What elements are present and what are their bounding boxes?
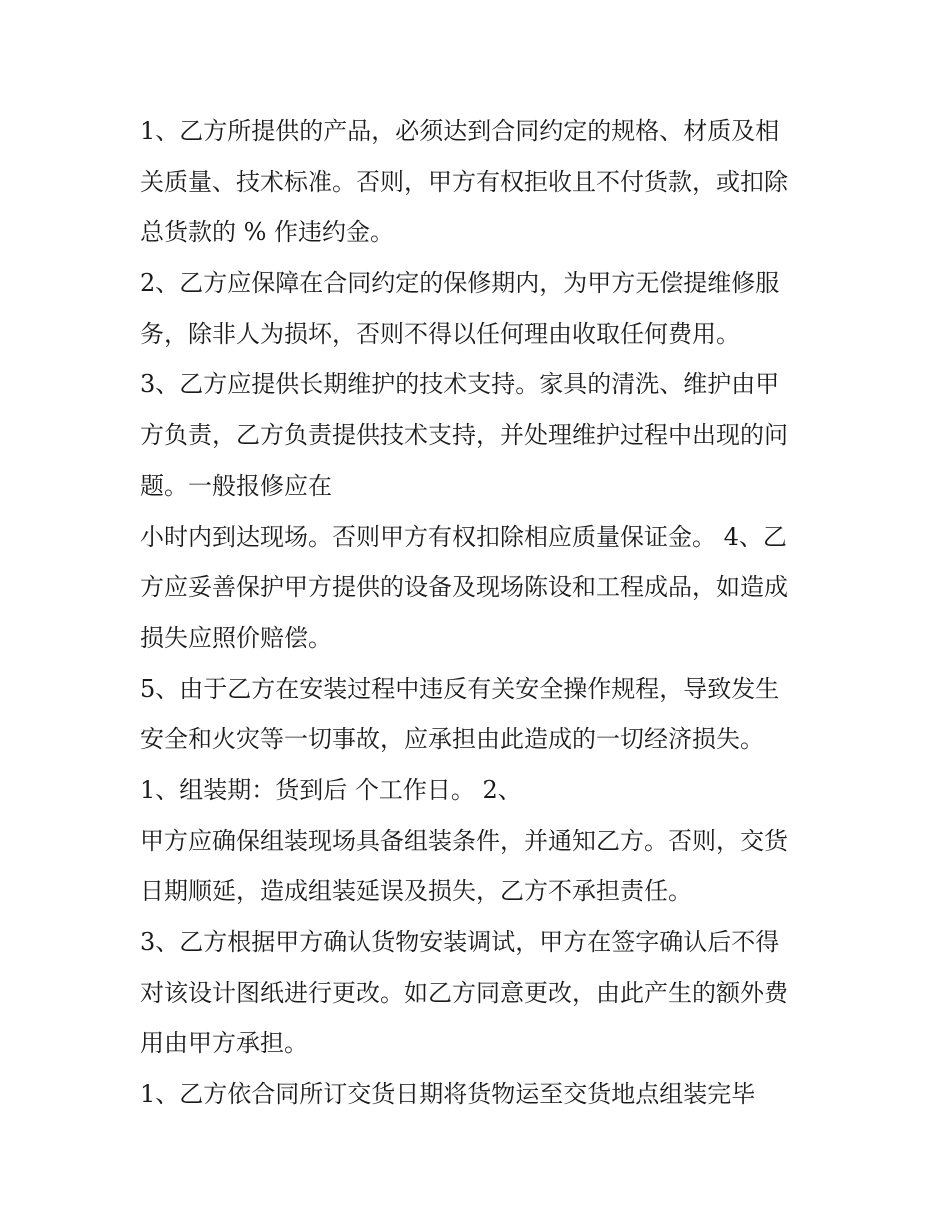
- text-line: 5、由于乙方在安装过程中违反有关安全操作规程，导致发生: [140, 674, 780, 703]
- text-line: 日期顺延，造成组装延误及损失，乙方不承担责任。: [140, 877, 692, 906]
- text-line: 1、乙方依合同所订交货日期将货物运至交货地点组装完毕: [140, 1080, 756, 1109]
- text-line: 3、乙方根据甲方确认货物安装调试，甲方在签字确认后不得: [140, 928, 780, 956]
- text-line: 总货款的 % 作违约金。: [140, 218, 395, 247]
- text-line: 安全和火灾等一切事故，应承担由此造成的一切经济损失。: [140, 725, 764, 754]
- text-line: 3、乙方应提供长期维护的技术支持。家具的清洗、维护由甲: [140, 370, 780, 399]
- text-line: 方应妥善保护甲方提供的设备及现场陈设和工程成品，如造成: [140, 573, 788, 602]
- text-line: 小时内到达现场。否则甲方有权扣除相应质量保证金。 4、乙: [140, 522, 787, 551]
- text-line: 关质量、技术标准。否则，甲方有权拒收且不付货款，或扣除: [140, 167, 788, 196]
- text-line: 1、乙方所提供的产品，必须达到合同约定的规格、材质及相: [140, 117, 780, 145]
- text-line: 损失应照价赔偿。: [140, 623, 332, 652]
- contract-text: [140, 106, 820, 1120]
- text-line: 甲方应确保组装现场具备组装条件，并通知乙方。否则，交货: [140, 826, 788, 855]
- text-line: 方负责，乙方负责提供技术支持，并处理维护过程中出现的问: [140, 421, 788, 450]
- text-line: 务，除非人为损坏，否则不得以任何理由收取任何费用。: [140, 319, 740, 348]
- text-line: 1、组装期：货到后 个工作日。 2、: [140, 775, 522, 804]
- text-line: 2、乙方应保障在合同约定的保修期内，为甲方无偿提维修服: [140, 269, 780, 298]
- text-line: 用由甲方承担。: [140, 1029, 308, 1058]
- text-line: 对该设计图纸进行更改。如乙方同意更改，由此产生的额外费: [140, 978, 788, 1007]
- text-line: 题。一般报修应在: [140, 471, 332, 500]
